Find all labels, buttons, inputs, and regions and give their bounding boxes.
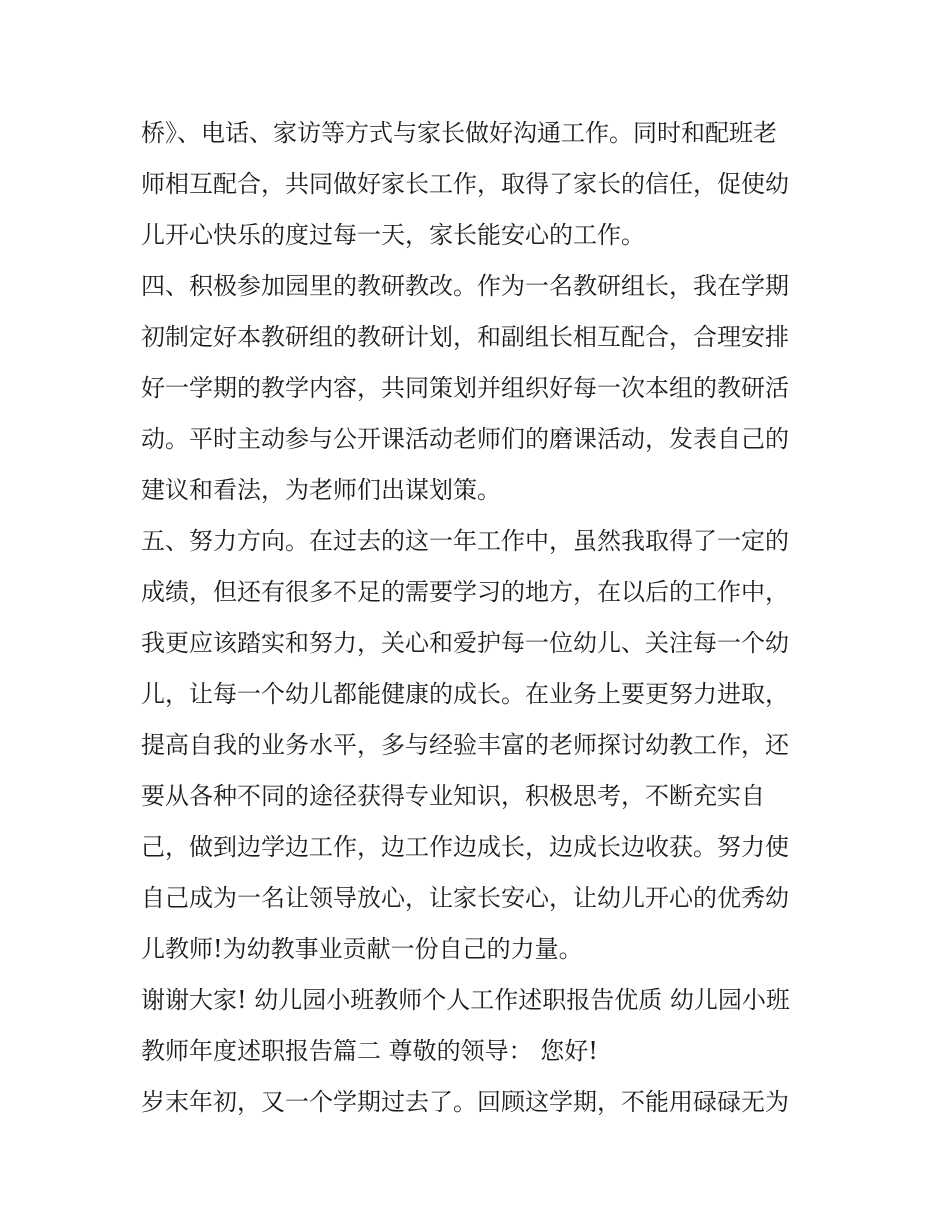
text-line: 自己成为一名让领导放心，让家长安心，让幼儿开心的优秀幼 — [141, 884, 789, 912]
text-line: 己，做到边学边工作，边工作边成长，边成长边收获。努力使 — [141, 833, 789, 861]
text-line: 四、积极参加园里的教研教改。作为一名教研组长，我在学期 — [141, 272, 789, 300]
text-line: 师相互配合，共同做好家长工作，取得了家长的信任，促使幼 — [141, 170, 789, 198]
text-line: 我更应该踏实和努力，关心和爱护每一位幼儿、关注每一个幼 — [141, 629, 789, 657]
text-line: 儿，让每一个幼儿都能健康的成长。在业务上要更努力进取， — [141, 680, 789, 708]
text-line: 五、努力方向。在过去的这一年工作中，虽然我取得了一定的 — [141, 527, 789, 555]
text-line: 教师年度述职报告篇二 尊敬的领导： 您好! — [141, 1037, 598, 1065]
document-body — [141, 108, 831, 1128]
text-line: 好一学期的教学内容，共同策划并组织好每一次本组的教研活 — [141, 374, 789, 402]
text-line: 岁末年初，又一个学期过去了。回顾这学期，不能用碌碌无为 — [141, 1088, 789, 1116]
text-line: 初制定好本教研组的教研计划，和副组长相互配合，合理安排 — [141, 323, 789, 351]
text-line: 动。平时主动参与公开课活动老师们的磨课活动，发表自己的 — [141, 425, 789, 453]
text-line: 谢谢大家! 幼儿园小班教师个人工作述职报告优质 幼儿园小班 — [141, 986, 790, 1014]
text-line: 桥》、电话、家访等方式与家长做好沟通工作。同时和配班老 — [141, 119, 777, 147]
text-line: 成绩，但还有很多不足的需要学习的地方，在以后的工作中， — [141, 578, 789, 606]
text-line: 儿教师!为幼教事业贡献一份自己的力量。 — [141, 935, 583, 963]
text-line: 儿开心快乐的度过每一天，家长能安心的工作。 — [141, 221, 645, 249]
text-line: 要从各种不同的途径获得专业知识，积极思考，不断充实自 — [141, 782, 765, 810]
text-line: 建议和看法，为老师们出谋划策。 — [141, 476, 501, 504]
text-line: 提高自我的业务水平，多与经验丰富的老师探讨幼教工作，还 — [141, 731, 789, 759]
